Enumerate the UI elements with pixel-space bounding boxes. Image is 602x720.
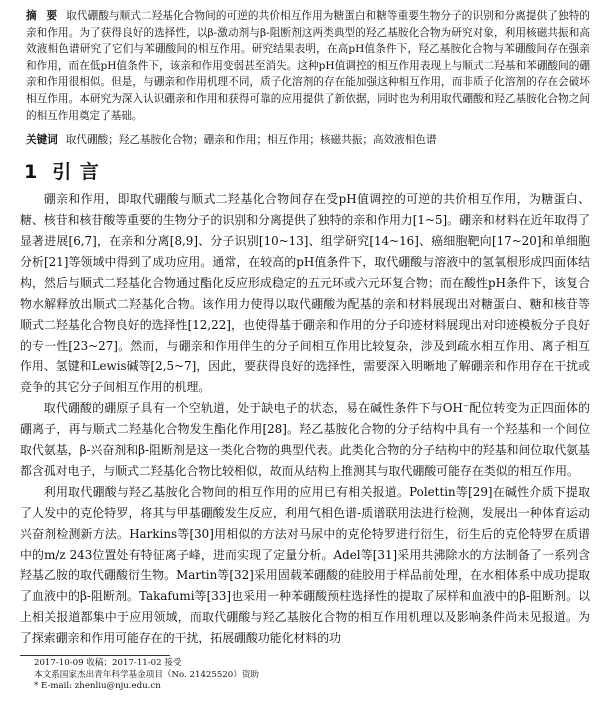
footnote-funding: 本文系国家杰出青年科学基金项目（No. 21425520）资助	[34, 669, 260, 680]
section-number: 1	[24, 161, 39, 184]
section-title: 引 言	[52, 161, 100, 184]
section-heading	[24, 157, 590, 184]
abstract	[20, 8, 590, 124]
paragraph-3: 利用取代硼酸与羟乙基胺化合物间的相互作用的应用已有相关报道。Polettin等[29]在碱性介质下提取了人发中的克伦特罗，将其与甲基硼酸发生反应，利用气相色谱-质谱联用法进行检测，发展出一种体育运动兴奋剂检测新方法。Harkins等[30]用相似的方法对马尿中的克伦特罗进行衍生，衍生后的克伦特罗在质谱中的m/z 243位置处有特征离子峰，进而实现了定量分析。Adel等[31]采用共沸除水的方法制备了一系列含羟基乙胺的取代硼酸衍生物。Martin等[32]采用固载苯硼酸的硅胶用于样品前处理，在水相体系中成功提取了血液中的β-阻断剂。Takafumi等[33]也采用一种苯硼酸预柱选择性的提取了尿样和血液中的β-阻断剂。以上相关报道都集中于应用领域，而取代硼酸与羟乙基胺化合物的相互作用机理以及影响条件尚未见报道。为了探索硼亲和作用可能存在的干扰，拓展硼酸功能化材料的功	[20, 484, 590, 646]
abstract-label: 摘 要	[26, 10, 61, 22]
paragraph-1: 硼亲和作用，即取代硼酸与顺式二羟基化合物间存在受pH值调控的可逆的共价相互作用，为糖蛋白、糖、核苷和核苷酸等重要的生物分子的识别和分离提供了独特的亲和作用力[1~5]。硼亲和材料在近年取得了显著进展[6,7]，在亲和分离[8,9]、分子识别[10~13]、组学研究[14~16]、癌细胞靶向[17~20]和单细胞分析[21]等领域中得到了成功应用。通常，在较高的pH值条件下，取代硼酸与溶液中的氢氧根形成四面体结构，然后与顺式二羟基化合物通过酯化反应形成稳定的五元环或六元环复合物；而在酸性pH条件下，该复合物水解释放出顺式二羟基化合物。该作用力使得以取代硼酸为配基的亲和材料展现出对糖蛋白、糖和核苷等顺式二羟基化合物良好的选择性[12,22]，也使得基于硼亲和作用的分子印迹材料展现出对印迹模板分子良好的专一性[23~27]。然而，与硼亲和作用伴生的分子间相互作用比较复杂，涉及到疏水相互作用、离子相互作用、氢键和Lewis碱等[2,5~7]，因此，要获得良好的选择性，需要深入明晰地了解硼亲和作用存在干扰或竞争的其它分子间相互作用的机理。	[20, 192, 590, 395]
footnote-email: * E-mail: zhenliu@nju.edu.cn	[34, 681, 161, 692]
footnote-dates: 2017-10-09 收稿；2017-11-02 接受	[34, 658, 182, 669]
abstract-text: 取代硼酸与顺式二羟基化合物间的可逆的共价相互作用为糖蛋白和糖等重要生物分子的识别和分离提供了独特的亲和作用。为了获得良好的选择性，以β-激动剂与β-阻断剂这两类典型的羟乙基胺化合物为研究对象，利用核磁共振和高效液相色谱研究了它们与苯硼酸间的相互作用。研究结果表明，在高pH值条件下，羟乙基胺化合物与苯硼酸间存在强亲和作用，而在低pH值条件下，该亲和作用变弱甚至消失。这种pH值调控的相互作用表现上与顺式二羟基和苯硼酸间的硼亲和作用很相似。但是，与硼亲和作用机理不同，质子化溶剂的存在能加强这种相互作用，而非质子化溶剂的存在会破坏相互作用。本研究为深入认识硼亲和作用和获得可靠的应用提供了新依据，同时也为利用取代硼酸和羟乙基胺化合物之间的相互作用奠定了基础。	[26, 10, 590, 122]
keywords-label: 关键词	[26, 134, 58, 147]
keywords-text: 取代硼酸；羟乙基胺化合物；硼亲和作用；相互作用；核磁共振；高效液相色谱	[65, 134, 437, 147]
body-text	[20, 189, 590, 649]
paragraph-2: 取代硼酸的硼原子具有一个空轨道，处于缺电子的状态，易在碱性条件下与OH⁻配位转变为正四面体的硼离子，再与顺式二羟基化合物发生酯化作用[28]。羟乙基胺化合物的分子结构中具有一个羟基和一个间位取代氨基，β-兴奋剂和β-阻断剂是这一类化合物的典型代表。此类化合物的分子结构中的羟基和间位取代氨基都含孤对电子，与顺式二羟基化合物比较相似，故而从结构上推测其与取代硼酸可能存在类似的相互作用。	[20, 401, 590, 478]
footnote-divider	[20, 655, 170, 656]
keywords	[26, 132, 590, 148]
